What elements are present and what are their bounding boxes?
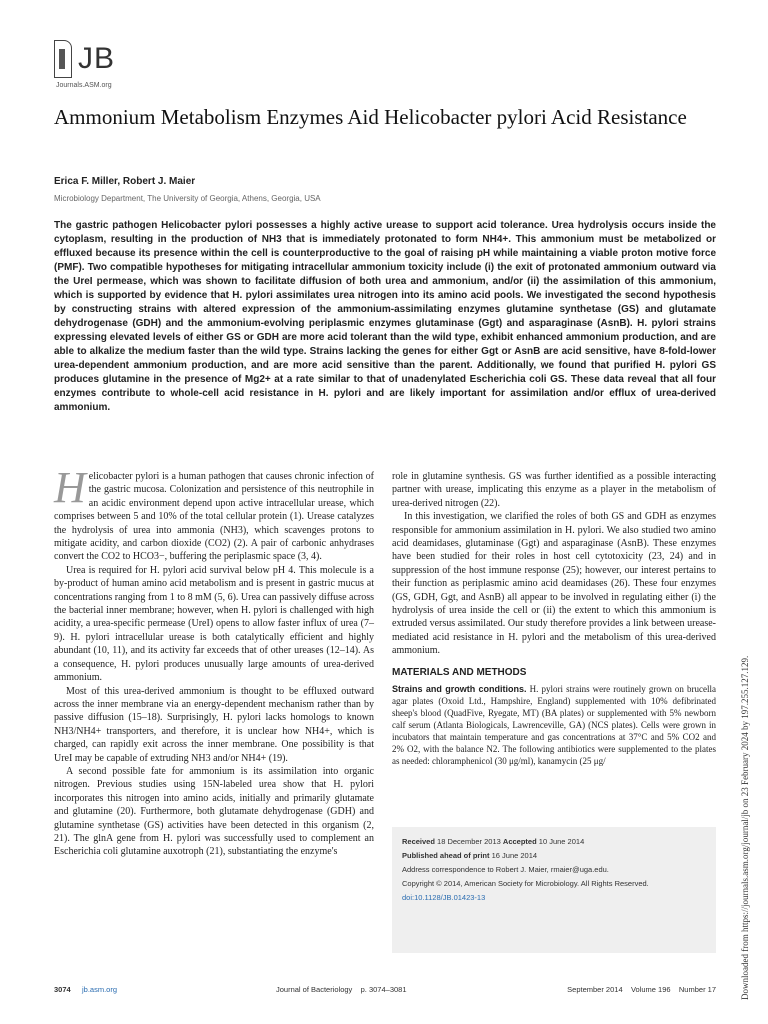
body-paragraph: Urea is required for H. pylori acid survival below pH 4. This molecule is a by-product of human amino acid metabolism and is present in gastric mucus at concentrations ranging from 1 to 8 mM (5, 6). Urea can passively diffuse across the bacterial inner membrane; however, when H. pylori is challenged with high acidity, a urea-specific permease (UreI) opens to allow faster influx of urea (7–9). H. pylori intracellular urease is both catalytically efficient and highly abundant (10, 11), and its activity far exceeds that of other ureases (12–14). As a consequence, H. pylori produces unusually large amounts of urea-derived ammonium. [54, 564, 375, 684]
received-line [402, 835, 706, 849]
affiliation: Microbiology Department, The University of Georgia, Athens, Georgia, USA [54, 194, 321, 203]
journal-citation: Journal of Bacteriology p. 3074–3081 [276, 985, 407, 994]
methods-subheading: Strains and growth conditions. [392, 684, 527, 695]
article-info-box [392, 827, 716, 953]
body-paragraph: Most of this urea-derived ammonium is thought to be effluxed outward across the inner membrane via an energy-dependent mechanism rather than by passive diffusion (15–18). Surprisingly, H. pylori lacks homologs to known NH3/NH4+ transporters, and therefore, it is unclear how NH4+, which is charged, can rapidly exit across the inner membrane. One possibility is that UreI may be capable of extruding NH3 and/or NH4+ (19). [54, 685, 374, 764]
body-paragraph: A second possible fate for ammonium is its assimilation into organic nitrogen. Previous studies using 15N-labeled urea show that H. pylori incorporates this nitrogen into amino acids, initially and primarily glutamate and glutamine (20). Furthermore, both glutamate dehydrogenase (GDH) and glutamine synthetase (GS) activities have been detected in this organism (2, 21). The glnA gene from H. pylori was successfully used to complement an Escherichia coli glutamine auxotroph (21), substantiating the enzyme's [54, 765, 374, 858]
download-notice: Downloaded from https://journals.asm.org/journal/jb on 23 February 2024 by 197.255.127.129. [740, 655, 750, 1000]
correspondence-line: Address correspondence to Robert J. Maier, rmaier@uga.edu. [402, 865, 609, 874]
article-title: Ammonium Metabolism Enzymes Aid Helicobacter pylori Acid Resistance [54, 105, 687, 129]
journal-logo [54, 30, 134, 96]
journal-logo-icon [54, 40, 72, 78]
body-paragraph [54, 463, 374, 564]
journal-site-link[interactable]: jb.asm.org [82, 985, 118, 994]
published-line [402, 849, 706, 863]
author-list: Erica F. Miller, Robert J. Maier [54, 176, 196, 187]
methods-text: H. pylori strains were routinely grown on brucella agar plates (Oxoid Ltd., Hampshire, England) supplemented with 10% defibrinated sheep's blood (QuadFive, Ryegate, MT) (BA plates) or supplemented with 5% newborn calf serum (Atlanta Biologicals, Lawrenceville, GA) (NCS plates). Cells were grown in incubators that maintain temperature and gas concentrations at 37°C and 5% CO2 and 2% O2, with the balance N2. The following antibiotics were supplemented to the plates as needed: chloramphenicol (30 μg/ml), kanamycin (25 μg/ [392, 684, 716, 767]
published-label: Published ahead of print [402, 851, 490, 860]
methods-paragraph [392, 683, 716, 767]
body-column-right [392, 470, 716, 767]
copyright-line: Copyright © 2014, American Society for Microbiology. All Rights Reserved. [402, 879, 649, 888]
issue-info: September 2014 Volume 196 Number 17 [567, 985, 716, 994]
accepted-label: Accepted [502, 837, 537, 846]
doi-link[interactable]: doi:10.1128/JB.01423-13 [402, 893, 486, 902]
body-paragraph: role in glutamine synthesis. GS was further identified as a possible interacting partner with urease, implicating this enzyme as a player in the metabolism of urea-derived nitrogen (22). [392, 471, 716, 509]
received-date: 18 December 2013 [437, 837, 501, 846]
body-paragraph-text: elicobacter pylori is a human pathogen that causes chronic infection of the gastric mucosa. Colonization and persistence of this neutrophile in an acidic environment depend upon active intracellular urease, which comprises between 5 and 10% of the total cellular protein (1). Urease catalyzes the hydrolysis of urea into ammonia (NH3), which scavenges protons to mitigate acidity, and carbon dioxide (CO2) (2). A pair of carbonic anhydrases convert the CO2 to HCO3−, buffering the periplasmic space (3, 4). [54, 471, 374, 563]
body-column-left [54, 463, 375, 859]
published-date: 16 June 2014 [491, 851, 538, 860]
journal-logo-letters: JB [78, 42, 116, 75]
abstract: The gastric pathogen Helicobacter pylori possesses a highly active urease to support acid tolerance. Urea hydrolysis occurs inside the cytoplasm, resulting in the production of NH3 that is immediately protonated to form NH4+. This ammonium must be metabolized or effluxed because its presence within the cell is counterproductive to the goal of raising pH while maintaining a viable proton motive force (PMF). Two compatible hypotheses for mitigating intracellular ammonium toxicity include (i) the exit of protonated ammonium outward via the UreI permease, which was shown to facilitate diffusion of both urea and ammonium, and/or (ii) the assimilation of this ammonium, which is supported by evidence that H. pylori assimilates urea nitrogen into its amino acid pools. We investigated the second hypothesis by constructing strains with altered expression of the ammonium-assimilating enzymes glutamine synthetase (GS) and glutamate dehydrogenase (GDH) and the ammonium-evolving periplasmic enzymes glutaminase (Ggt) and asparaginase (AsnB). H. pylori strains expressing elevated levels of either GS or GDH are more acid tolerant than the wild type, exhibit enhanced ammonium production, and are able to alkalize the medium faster than the wild type. Strains lacking the genes for either Ggt or AsnB are acid sensitive, have 8-fold-lower urea-dependent ammonium production, and are more acid sensitive than the parent. Additionally, we found that purified H. pylori GS produces glutamine in the presence of Mg2+ at a rate similar to that of unadenylated Escherichia coli GS. These data reveal that all four enzymes contribute to whole-cell acid resistance in H. pylori and are likely important for assimilation and/or efflux of urea-derived ammonium. [54, 220, 716, 413]
page-number: 3074 [54, 985, 71, 994]
received-label: Received [402, 837, 435, 846]
journal-logo-site: Journals.ASM.org [56, 82, 112, 89]
body-paragraph: In this investigation, we clarified the roles of both GS and GDH as enzymes responsible for ammonium assimilation in H. pylori. We also studied two amino acid deamidases, glutaminase (Ggt) and asparaginase (AsnB). These enzymes have been studied for their roles in host cell cytotoxicity (23, 24) and in suppression of the host immune response (25); however, our interest pertains to their function as periplasmic amino acid deamidases (26). These four enzymes (GS, GDH, Ggt, and AsnB) all appear to be involved in regulating either (i) the hydrolysis of urea inside the cell or (ii) the extent to which this ammonium is extruded versus assimilated. Our study therefore provides a link between urease-mediated acid resistance in H. pylori and the metabolism of this urea-derived ammonium. [392, 511, 716, 657]
accepted-date: 10 June 2014 [538, 837, 585, 846]
dropcap-letter: H [54, 463, 86, 512]
section-heading-methods: MATERIALS AND METHODS [392, 666, 527, 678]
page-footer [54, 985, 716, 997]
